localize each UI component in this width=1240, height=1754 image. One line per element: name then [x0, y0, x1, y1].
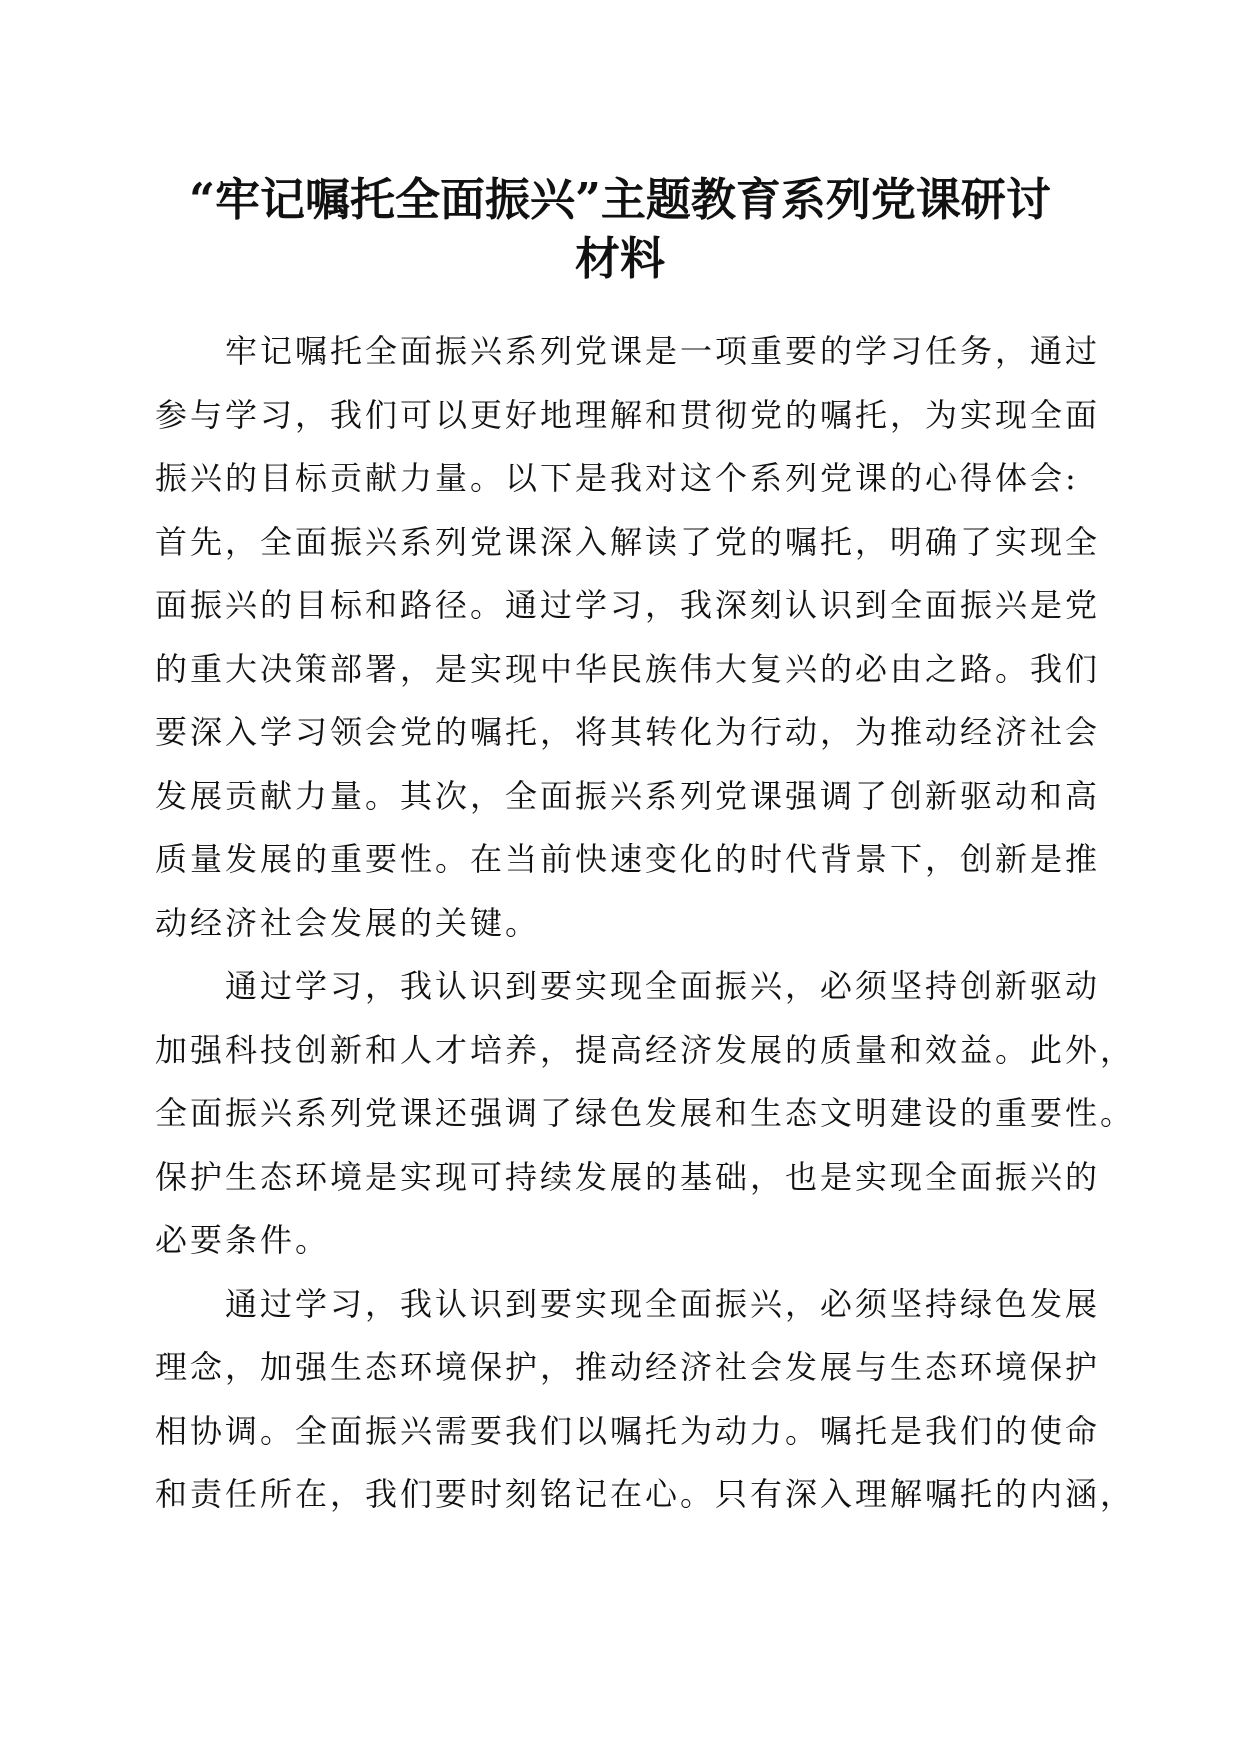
paragraph-1-line-5: 面振兴的目标和路径。通过学习，我深刻认识到全面振兴是党 [155, 586, 1101, 624]
paragraph-1-line-3: 振兴的目标贡献力量。以下是我对这个系列党课的心得体会: [155, 459, 1079, 497]
paragraph-3-line-3: 相协调。全面振兴需要我们以嘱托为动力。嘱托是我们的使命 [155, 1411, 1101, 1450]
paragraph-2-line-4: 保护生态环境是实现可持续发展的基础，也是实现全面振兴的 [155, 1157, 1101, 1196]
paragraph-1-line-2: 参与学习，我们可以更好地理解和贯彻党的嘱托，为实现全面 [155, 395, 1101, 434]
paragraph-2-line-2: 加强科技创新和人才培养，提高经济发展的质量和效益。此外， [155, 1030, 1136, 1069]
paragraph-2-line-1: 通过学习，我认识到要实现全面振兴，必须坚持创新驱动 [225, 967, 1101, 1005]
document-body [155, 320, 1136, 1527]
paragraph-1-line-4: 首先，全面振兴系列党课深入解读了党的嘱托，明确了实现全 [155, 522, 1101, 561]
title-line-1: “牢记嘱托全面振兴”主题教育系列党课研讨 [189, 173, 1051, 226]
paragraph-3-line-4: 和责任所在，我们要时刻铭记在心。只有深入理解嘱托的内涵， [155, 1475, 1136, 1513]
title-line-2: 材料 [574, 232, 665, 285]
paragraph-1-line-1: 牢记嘱托全面振兴系列党课是一项重要的学习任务，通过 [225, 332, 1101, 370]
paragraph-3-line-1: 通过学习，我认识到要实现全面振兴，必须坚持绿色发展 [225, 1284, 1101, 1323]
paragraph-1-line-7: 要深入学习领会党的嘱托，将其转化为行动，为推动经济社会 [155, 713, 1101, 751]
document-title [120, 170, 1120, 288]
paragraph-2-line-3: 全面振兴系列党课还强调了绿色发展和生态文明建设的重要性。 [155, 1094, 1136, 1132]
paragraph-1-line-6: 的重大决策部署，是实现中华民族伟大复兴的必由之路。我们 [155, 649, 1101, 688]
paragraph-3-line-2: 理念，加强生态环境保护，推动经济社会发展与生态环境保护 [155, 1348, 1101, 1386]
paragraph-2-line-5: 必要条件。 [155, 1221, 331, 1259]
paragraph-1-line-9: 质量发展的重要性。在当前快速变化的时代背景下，创新是推 [155, 840, 1101, 878]
paragraph-1-line-8: 发展贡献力量。其次，全面振兴系列党课强调了创新驱动和高 [155, 776, 1101, 815]
paragraph-1-line-10: 动经济社会发展的关键。 [155, 903, 541, 942]
